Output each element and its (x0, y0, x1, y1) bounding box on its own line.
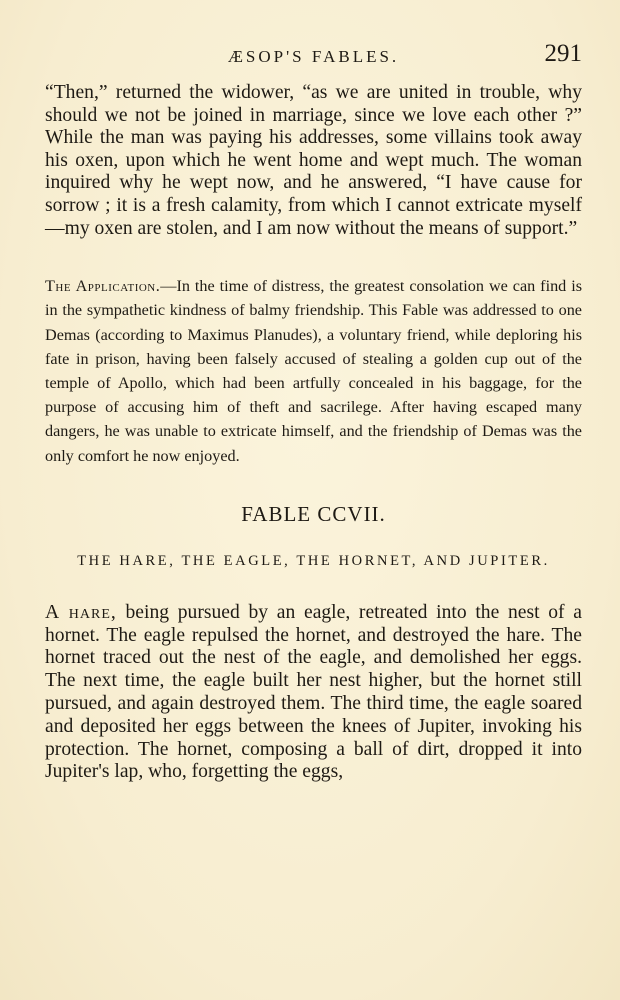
fable-text: being pursued by an eagle, retreated into the nest of a hornet. The eagle repulsed the hornet, and destroyed the hare. The hornet traced out the nest of the eagle, and demolished her eggs. The next time, the eagle built her nest higher, but the hornet still pursued, and again destroyed them. The third time, the eagle soared and deposited her eggs between the knees of Jupiter, invoking his protection. The hornet, composing a ball of dirt, dropped it into Jupiter's lap, who, forgetting the eggs, (45, 601, 582, 783)
running-head (45, 38, 582, 82)
fable-first-word: A hare, (45, 601, 117, 623)
application-paragraph (45, 274, 582, 468)
previous-fable-conclusion: “Then,” returned the widower, “as we are united in trouble, why should we not be joined in marriage, since we love each other ?” While the man was paying his addresses, some villains took away his oxen, upon which he went home and wept much. The woman inquired why he wept now, and he answered, “I have cause for sorrow ; it is a fresh calamity, from which I cannot extricate myself—my oxen are stolen, and I am now without the means of support.” (45, 82, 582, 239)
page-number: 291 (544, 40, 582, 67)
fable-title: THE HARE, THE EAGLE, THE HORNET, AND JUPITER. (77, 552, 550, 569)
application-label: The Application. (45, 277, 161, 296)
fable-body (45, 602, 582, 784)
application-text: —In the time of distress, the greatest consolation we can find is in the sympathetic kindness of balmy friendship. This Fable was addressed to one Demas (according to Maximus Planudes), a voluntary friend, while deploring his fate in prison, having been falsely accused of stealing a golden cup out of the temple of Apollo, which had been artfully concealed in his baggage, for the purpose of accusing him of theft and sacrilege. After having escaped many dangers, he was unable to extricate himself, and the friendship of Demas was the only comfort he now enjoyed. (45, 277, 583, 465)
fable-number-heading: FABLE CCVII. (241, 501, 386, 526)
running-title: ÆSOP'S FABLES. (227, 47, 400, 66)
